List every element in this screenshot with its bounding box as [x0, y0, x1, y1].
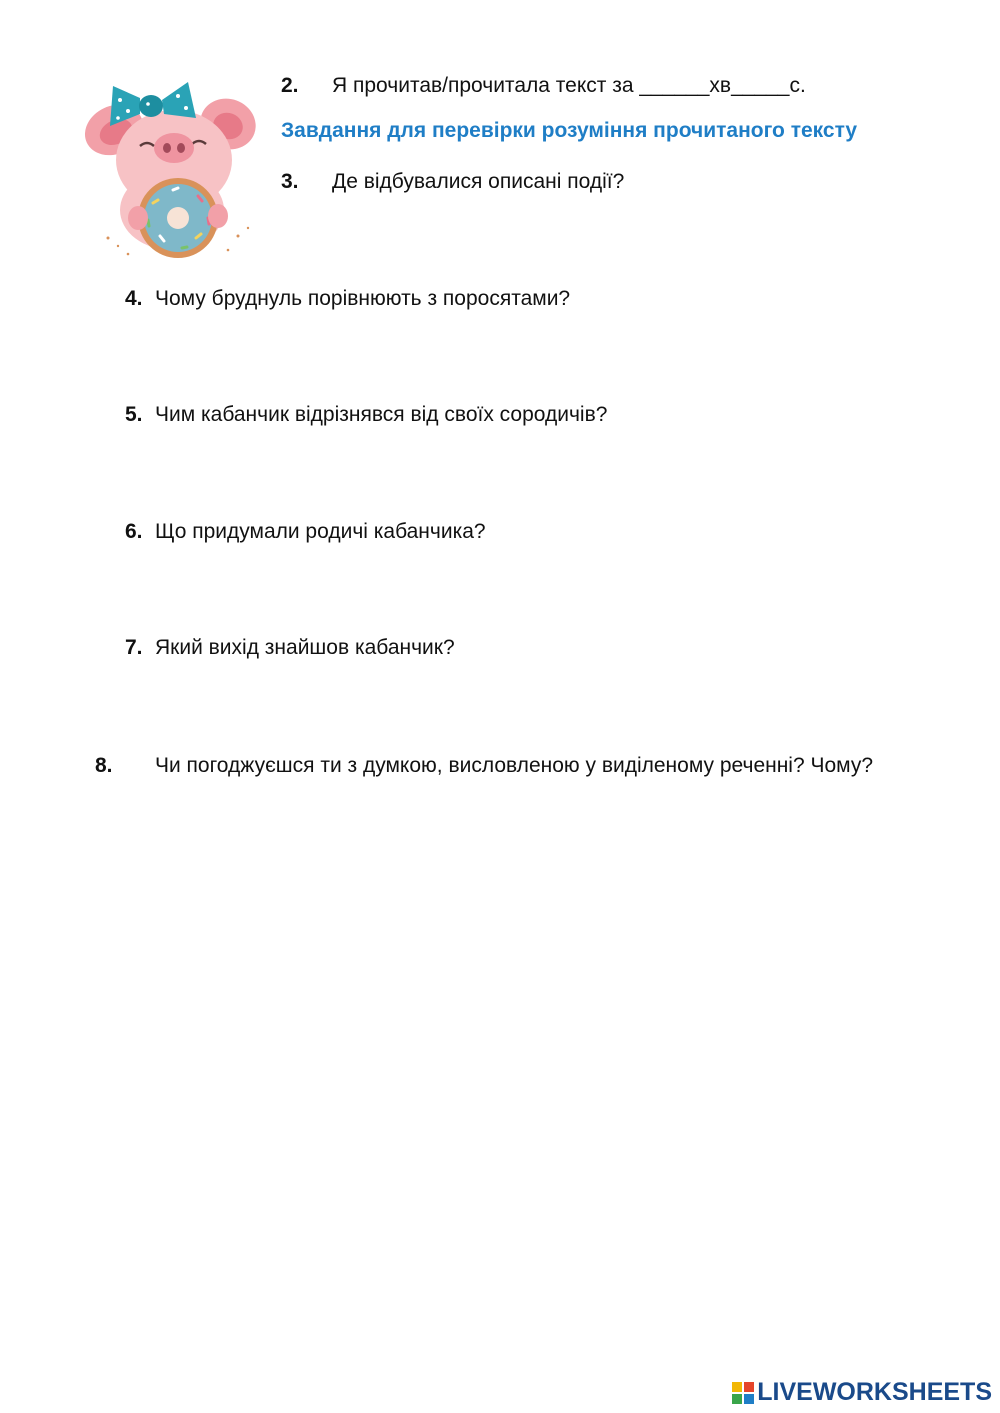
- question-5: [125, 400, 927, 429]
- question-text: Чим кабанчик відрізнявся від своїх сородичів?: [155, 403, 608, 426]
- question-number: 3.: [281, 170, 299, 193]
- question-3: [281, 167, 624, 196]
- liveworksheets-logo-icon: [732, 1382, 754, 1404]
- liveworksheets-logo: [732, 1378, 992, 1407]
- question-number: 6.: [125, 520, 143, 543]
- question-text: Чому бруднуль порівнюють з поросятами?: [155, 287, 571, 310]
- question-number: 8.: [95, 754, 113, 777]
- question-number: 2.: [281, 74, 299, 97]
- question-text: Я прочитав/прочитала текст за ______хв_____с.: [332, 74, 806, 97]
- question-2: [281, 71, 806, 100]
- question-text: Який вихід знайшов кабанчик?: [155, 636, 455, 659]
- question-7: [125, 633, 927, 662]
- question-number: 7.: [125, 636, 143, 659]
- question-number: 5.: [125, 403, 143, 426]
- question-6: [125, 517, 927, 546]
- section-title: Завдання для перевірки розуміння прочитаного тексту: [281, 119, 858, 142]
- question-4: [125, 284, 927, 313]
- pig-with-donut-illustration: [78, 78, 262, 260]
- logo-text: LIVEWORKSHEETS: [757, 1378, 992, 1406]
- question-number: 4.: [125, 287, 143, 310]
- question-text: Де відбувалися описані події?: [332, 170, 625, 193]
- question-text: Що придумали родичі кабанчика?: [155, 520, 486, 543]
- question-8: [95, 751, 957, 780]
- question-text: Чи погоджуєшся ти з думкою, висловленою у виділеному реченні? Чому?: [155, 754, 874, 777]
